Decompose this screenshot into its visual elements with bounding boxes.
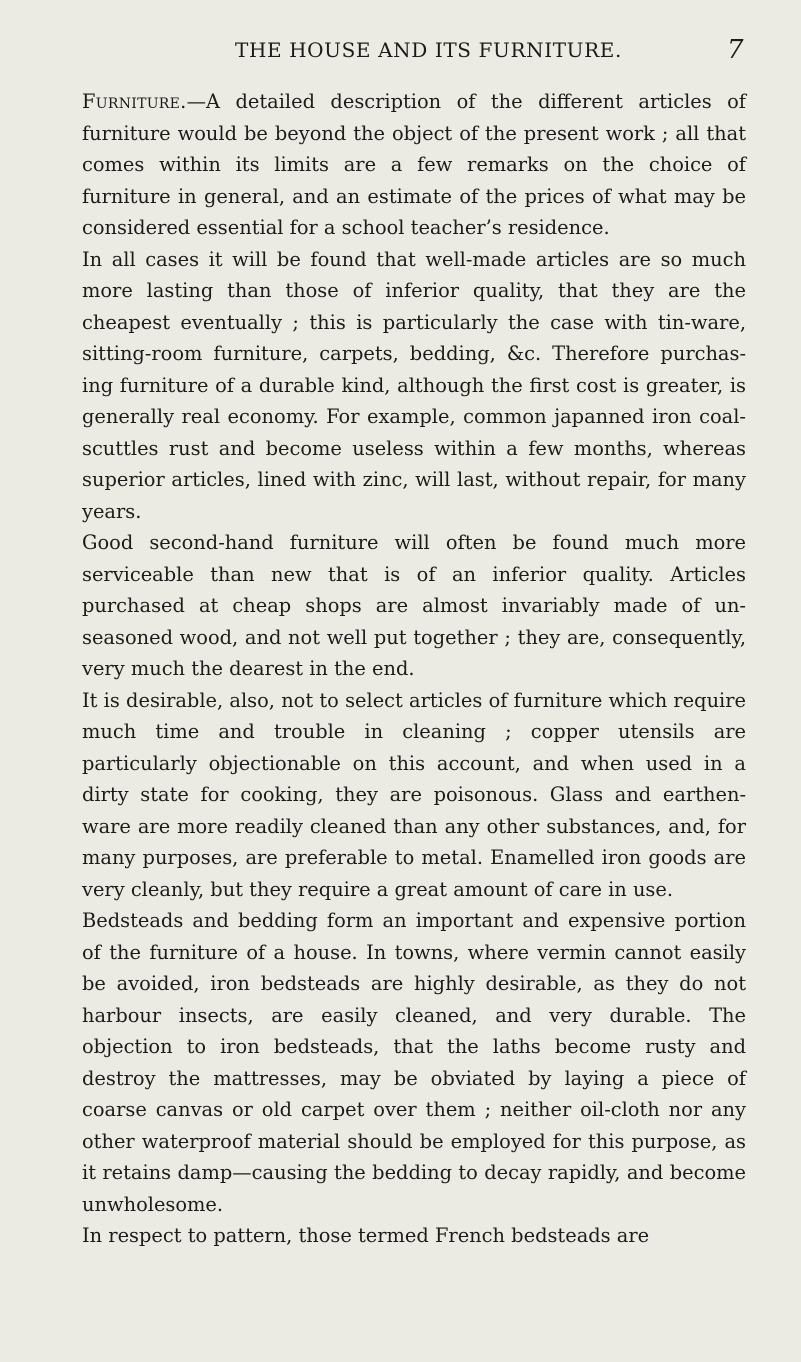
paragraph-durability <box>82 244 746 528</box>
page-number: 7 <box>727 35 744 65</box>
running-title: THE HOUSE AND ITS FURNITURE. <box>235 38 622 62</box>
paragraph-furniture <box>82 86 746 244</box>
paragraph-second-hand <box>82 527 746 685</box>
paragraph-text: It is desirable, also, not to select articles of furniture which require much time and trouble in cleaning ; copper utensils are particularly objectionable on this account, and when used in a dirty state for cooking, they are poisonous. Glass and earthen- ware are more readily cleaned than any other substances, and, for many purposes, are preferable to metal. Enamelled iron goods are very cleanly, but they require a great amount of care in use. <box>82 688 746 901</box>
paragraph-text: —A detailed description of the different articles of furniture would be beyond the object of the present work ; all that comes within its limits are a few remarks on the choice of furniture in general, and an estimate of the prices of what may be considered essential for a school teacher’s residence. <box>82 90 746 239</box>
paragraph-bedsteads <box>82 905 746 1220</box>
section-lead: Furniture. <box>82 90 187 113</box>
running-head <box>0 35 801 70</box>
paragraph-text: Good second-hand furniture will often be found much more serviceable than new that is of an inferior quality. Articles purchased at cheap shops are almost invariably made of un- seasoned wood, and not well put together ; they are, consequently, very much the dearest in the end. <box>82 531 746 680</box>
paragraph-text: Bedsteads and bedding form an important and expensive portion of the furniture of a house. In towns, where vermin cannot easily be avoided, iron bedsteads are highly desirable, as they do not harbour insects, are easily cleaned, and very durable. The objection to iron bedsteads, that the laths become rusty and destroy the mattresses, may be obviated by laying a piece of coarse canvas or old carpet over them ; neither oil-cloth nor any other waterproof material should be employed for this purpose, as it retains damp—causing the bedding to decay rapidly, and become unwholesome. <box>82 909 746 1216</box>
paragraph-pattern <box>82 1220 746 1252</box>
paragraph-cleaning <box>82 685 746 906</box>
paragraph-text: In all cases it will be found that well-made articles are so much more lasting than those of inferior quality, that they are the cheapest eventually ; this is particularly the case with tin-ware, sitting-room furniture, carpets, bedding, &c. Therefore purchas- ing furniture of a durable kind, although the first cost is greater, is generally real economy. For example, common japanned iron coal-scuttles rust and become useless within a few months, whereas superior articles, lined with zinc, will last, without repair, for many years. <box>82 247 746 523</box>
body-text <box>82 86 746 1252</box>
paragraph-text: In respect to pattern, those termed French bedsteads are <box>82 1224 650 1247</box>
